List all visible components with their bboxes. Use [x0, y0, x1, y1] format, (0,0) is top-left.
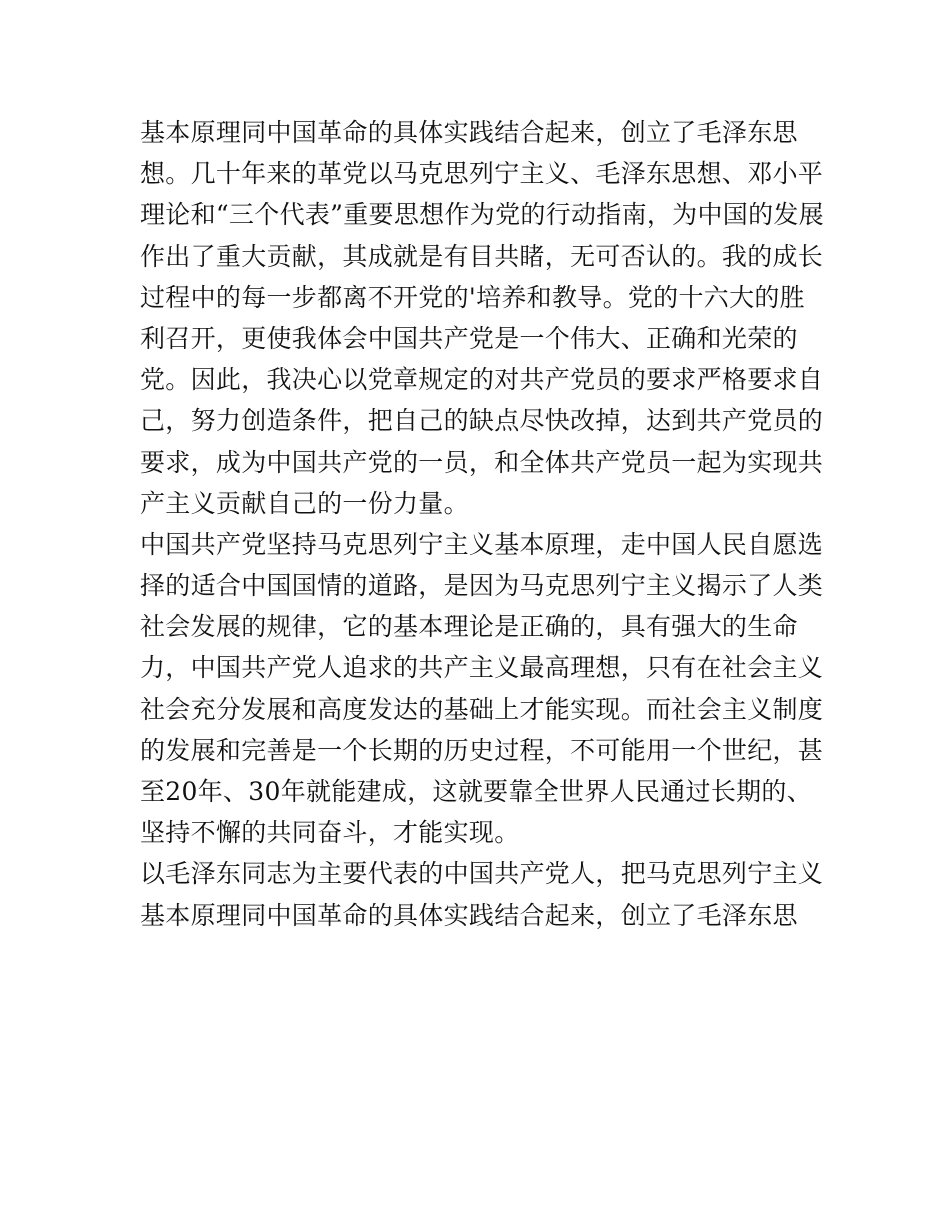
text-line-9: 要求，成为中国共产党的一员，和全体共产党员一起为实现共	[140, 447, 824, 477]
text-line-7: 党。因此，我决心以党章规定的对共产党员的要求严格要求自	[140, 365, 824, 395]
text-line-4: 作出了重大贡献，其成就是有目共睹，无可否认的。我的成长	[140, 241, 824, 271]
text-line-19: 以毛泽东同志为主要代表的中国共产党人，把马克思列宁主义	[140, 859, 824, 889]
text-line-13: 社会发展的规律，它的基本理论是正确的，具有强大的生命	[140, 612, 798, 642]
text-line-3: 理论和“三个代表”重要思想作为党的行动指南，为中国的发展	[140, 200, 824, 230]
body-text	[140, 112, 824, 936]
text-line-16: 的发展和完善是一个长期的历史过程，不可能用一个世纪，甚	[140, 735, 824, 765]
text-line-11: 中国共产党坚持马克思列宁主义基本原理，走中国人民自愿选	[140, 529, 824, 559]
text-line-5: 过程中的每一步都离不开党的'培养和教导。党的十六大的胜	[140, 282, 805, 312]
text-line-12: 择的适合中国国情的道路，是因为马克思列宁主义揭示了人类	[140, 571, 824, 601]
text-line-6: 利召开，更使我体会中国共产党是一个伟大、正确和光荣的	[140, 323, 798, 353]
text-line-2: 想。几十年来的革党以马克思列宁主义、毛泽东思想、邓小平	[140, 159, 824, 189]
text-line-14: 力，中国共产党人追求的共产主义最高理想，只有在社会主义	[140, 653, 824, 683]
text-line-15: 社会充分发展和高度发达的基础上才能实现。而社会主义制度	[140, 694, 824, 724]
text-line-20: 基本原理同中国革命的具体实践结合起来，创立了毛泽东思	[140, 900, 798, 930]
text-line-17: 至20年、30年就能建成，这就要靠全世界人民通过长期的、	[140, 777, 813, 806]
text-line-18: 坚持不懈的共同奋斗，才能实现。	[140, 818, 520, 848]
text-line-1: 基本原理同中国革命的具体实践结合起来，创立了毛泽东思	[140, 118, 798, 147]
text-line-10: 产主义贡献自己的一份力量。	[140, 488, 469, 518]
text-line-8: 己，努力创造条件，把自己的缺点尽快改掉，达到共产党员的	[140, 406, 824, 436]
